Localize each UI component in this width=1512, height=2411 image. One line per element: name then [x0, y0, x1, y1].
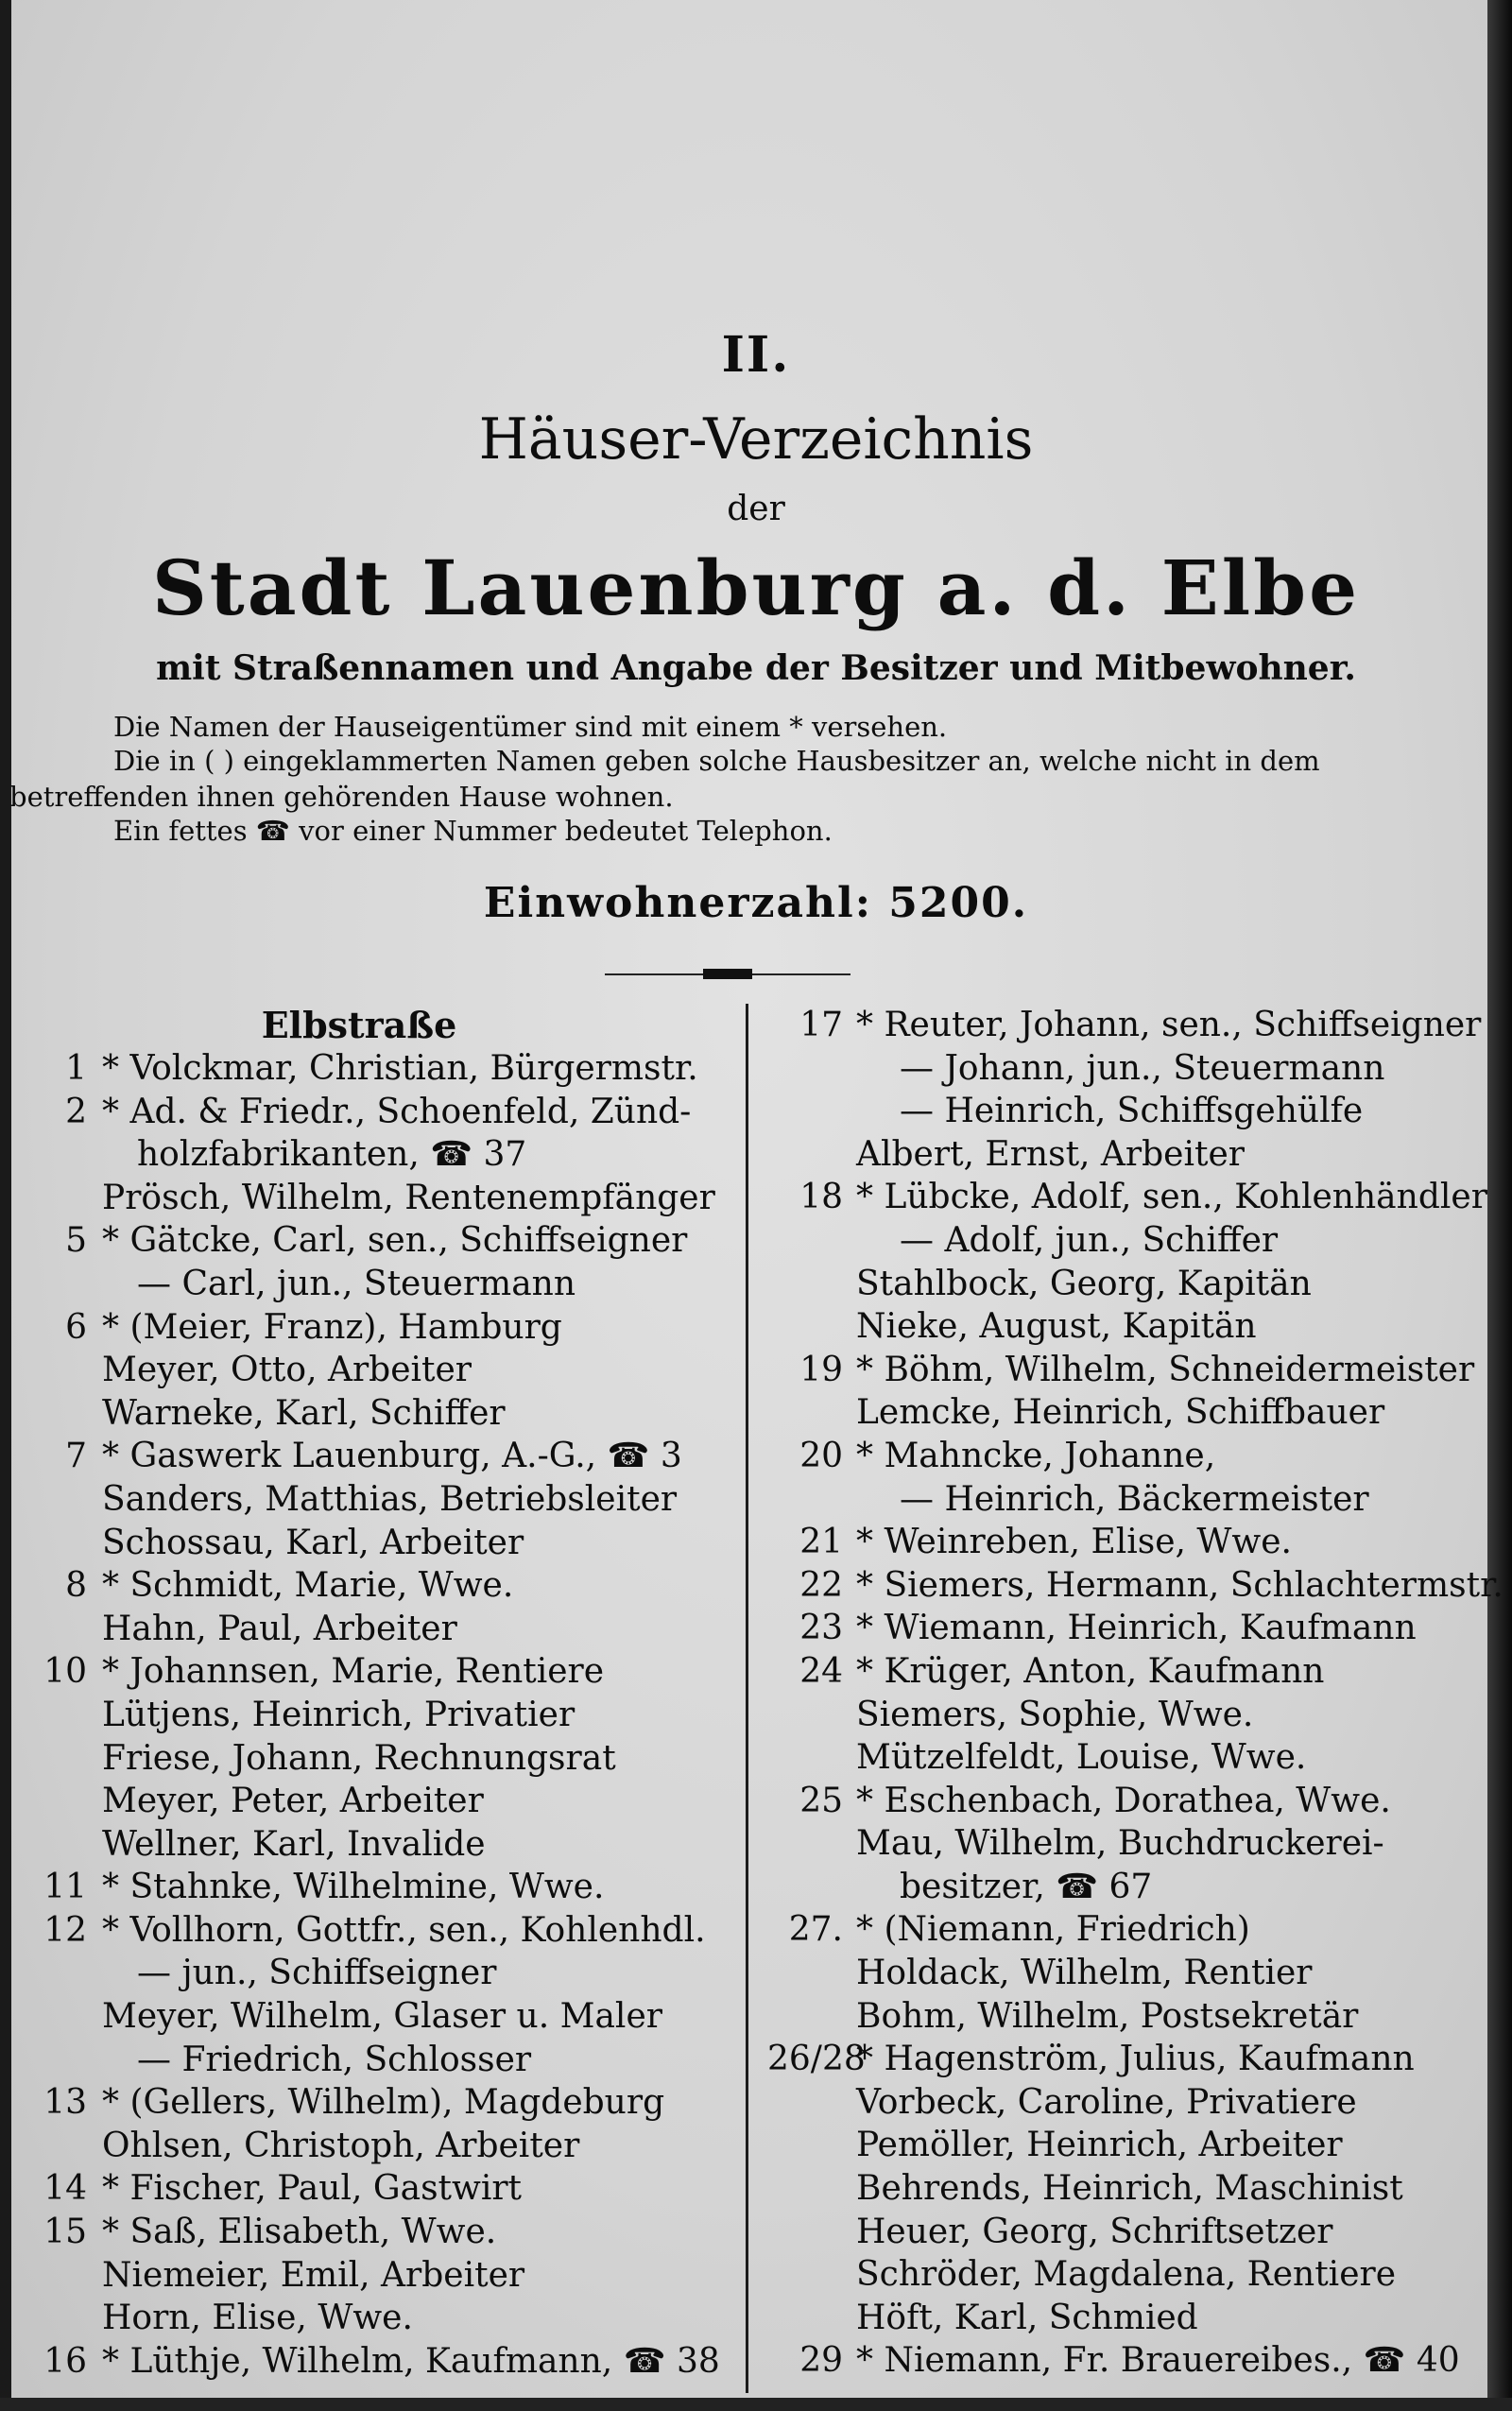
list-item [767, 1047, 1467, 1091]
resident-entry: * Lübcke, Adolf, sen., Kohlenhändler [856, 1178, 1487, 1217]
resident-entry: * Gätcke, Carl, sen., Schiffseigner [102, 1221, 688, 1261]
note-telephone: Ein fettes ☎ vor einer Nummer bedeutet Telephon. [113, 815, 833, 847]
list-item [28, 2081, 728, 2125]
list-item [767, 1822, 1467, 1866]
resident-entry: Prösch, Wilhelm, Rentenempfänger [102, 1178, 715, 1217]
resident-entry: * Stahnke, Wilhelmine, Wwe. [102, 1868, 605, 1907]
resident-entry: * Siemers, Hermann, Schlachtermstr. [856, 1565, 1503, 1605]
resident-entry: Warneke, Karl, Schiffer [102, 1393, 506, 1433]
divider-ornament [703, 969, 752, 979]
resident-entry: — jun., Schiffseigner [137, 1954, 497, 1993]
list-item [28, 2039, 728, 2082]
list-item [28, 1392, 728, 1436]
resident-entry: Heuer, Georg, Schriftsetzer [856, 2212, 1333, 2251]
list-item [767, 1694, 1467, 1737]
list-item [767, 1736, 1467, 1780]
list-item [767, 1780, 1467, 1823]
resident-entry: * Gaswerk Lauenburg, A.-G., ☎ 3 [102, 1437, 682, 1476]
list-item [28, 1133, 728, 1177]
resident-entry: * Saß, Elisabeth, Wwe. [102, 2213, 497, 2252]
resident-entry: * Vollhorn, Gottfr., sen., Kohlenhdl. [102, 1910, 706, 1950]
house-number: 2 [65, 1092, 87, 1131]
list-item [28, 1435, 728, 1478]
list-item [28, 1091, 728, 1134]
list-item [28, 1306, 728, 1350]
list-item [767, 1995, 1467, 2039]
note-brackets-continued: betreffenden ihnen gehörenden Hause wohnen. [9, 781, 674, 813]
list-item [767, 1952, 1467, 1995]
list-item [767, 2297, 1467, 2340]
list-item [767, 1219, 1467, 1263]
list-item [28, 2254, 728, 2298]
resident-entry: Meyer, Peter, Arbeiter [102, 1782, 484, 1821]
subtitle: mit Straßennamen und Angabe der Besitzer und Mitbewohner. [156, 648, 1356, 688]
population-count: Einwohnerzahl: 5200. [483, 879, 1029, 927]
right-column [767, 1004, 1503, 2407]
resident-entry: Siemers, Sophie, Wwe. [856, 1695, 1254, 1734]
street-heading: Elbstraße [261, 1004, 457, 1046]
resident-entry: * Volckmar, Christian, Bürgermstr. [102, 1049, 698, 1088]
resident-entry: Pemöller, Heinrich, Arbeiter [856, 2126, 1343, 2165]
resident-entry: * Niemann, Fr. Brauereibes., ☎ 40 [856, 2341, 1460, 2381]
resident-entry: Behrends, Heinrich, Maschinist [856, 2169, 1403, 2209]
resident-entry: Sanders, Matthias, Betriebsleiter [102, 1479, 678, 1519]
list-item [28, 1952, 728, 1995]
title-connector: der [727, 490, 785, 528]
list-item [767, 1607, 1467, 1650]
house-number: 18 [799, 1178, 843, 1217]
list-item [28, 2167, 728, 2211]
list-item [767, 2253, 1467, 2297]
list-item [28, 2125, 728, 2168]
house-number: 13 [43, 2083, 87, 2123]
list-item [28, 1866, 728, 1909]
list-item [767, 1176, 1487, 1219]
resident-entry: Lemcke, Heinrich, Schiffbauer [856, 1393, 1385, 1433]
resident-entry: * Mahncke, Johanne, [856, 1436, 1216, 1475]
house-number: 29 [799, 2341, 843, 2381]
list-item [767, 2211, 1467, 2254]
resident-entry: * Lüthje, Wilhelm, Kaufmann, ☎ 38 [102, 2341, 720, 2381]
resident-entry: * (Meier, Franz), Hamburg [102, 1307, 562, 1347]
resident-entry: Wellner, Karl, Invalide [102, 1824, 486, 1864]
list-item [767, 2167, 1467, 2211]
list-item [767, 1263, 1467, 1306]
list-item [767, 2081, 1467, 2125]
list-item [28, 1737, 728, 1781]
list-item [28, 1349, 728, 1392]
list-item [28, 1263, 728, 1306]
list-item [28, 1047, 728, 1091]
list-item [28, 1909, 728, 1953]
house-number: 11 [43, 1868, 87, 1907]
house-number: 10 [43, 1652, 87, 1692]
resident-entry: Meyer, Wilhelm, Glaser u. Maler [102, 1997, 662, 2037]
house-number: 22 [799, 1565, 843, 1605]
list-item [767, 1478, 1467, 1522]
house-number: 17 [799, 1006, 843, 1044]
resident-entry: besitzer, ☎ 67 [900, 1867, 1153, 1906]
list-item [28, 1823, 728, 1867]
house-number: 23 [799, 1609, 843, 1648]
resident-entry: Nieke, August, Kapitän [856, 1307, 1257, 1347]
house-number: 16 [43, 2341, 87, 2381]
resident-entry: Lütjens, Heinrich, Privatier [102, 1695, 576, 1734]
house-number: 19 [799, 1350, 843, 1389]
resident-entry: Mau, Wilhelm, Buchdruckerei- [856, 1824, 1384, 1864]
house-number: 25 [799, 1781, 843, 1820]
list-item [767, 1564, 1503, 1608]
left-column [28, 1004, 728, 2407]
house-number: 24 [799, 1651, 843, 1691]
list-item [28, 1694, 728, 1737]
resident-entry: Stahlbock, Georg, Kapitän [856, 1264, 1312, 1303]
right-entries [767, 1004, 1503, 2383]
resident-entry: Friese, Johann, Rechnungsrat [102, 1738, 616, 1778]
list-item [28, 1995, 728, 2039]
house-number: 5 [65, 1221, 87, 1261]
column-divider [746, 1004, 748, 2393]
list-item [28, 2340, 728, 2384]
resident-entry: * Krüger, Anton, Kaufmann [856, 1651, 1325, 1691]
resident-entry: Meyer, Otto, Arbeiter [102, 1351, 472, 1390]
house-number: 12 [43, 1910, 87, 1950]
list-item [28, 1522, 728, 1565]
resident-entry: Niemeier, Emil, Arbeiter [102, 2255, 525, 2295]
list-item [767, 1090, 1467, 1133]
list-item [28, 2211, 728, 2254]
resident-entry: Albert, Ernst, Arbeiter [856, 1134, 1245, 1174]
resident-entry: * Hagenström, Julius, Kaufmann [856, 2040, 1415, 2079]
page-title: Häuser-Verzeichnis [478, 406, 1034, 473]
list-item [767, 1391, 1467, 1435]
resident-entry: Vorbeck, Caroline, Privatiere [856, 2082, 1357, 2122]
resident-entry: Horn, Elise, Wwe. [102, 2299, 413, 2338]
list-item [28, 1650, 728, 1694]
list-item [767, 1908, 1467, 1952]
resident-entry: * (Gellers, Wilhelm), Magdeburg [102, 2083, 665, 2123]
house-number: 15 [43, 2213, 87, 2252]
resident-entry: — Heinrich, Schiffsgehülfe [900, 1092, 1364, 1131]
resident-entry: * Ad. & Friedr., Schoenfeld, Zünd- [102, 1092, 692, 1131]
list-item [767, 1521, 1467, 1564]
chapter-number: II. [721, 326, 791, 384]
resident-entry: Mützelfeldt, Louise, Wwe. [856, 1738, 1307, 1778]
resident-entry: holzfabrikanten, ☎ 37 [137, 1135, 527, 1175]
resident-entry: — Carl, jun., Steuermann [137, 1264, 576, 1303]
list-item [767, 2339, 1467, 2383]
house-number: 26/28 [767, 2040, 866, 2079]
list-item [767, 1650, 1467, 1694]
list-item [767, 1305, 1467, 1349]
resident-entry: * Johannsen, Marie, Rentiere [102, 1652, 605, 1692]
resident-entry: * Schmidt, Marie, Wwe. [102, 1566, 514, 1606]
left-entries [28, 1047, 728, 2383]
resident-entry: — Adolf, jun., Schiffer [900, 1220, 1279, 1260]
house-number: 27. [788, 1910, 843, 1950]
house-number: 1 [65, 1049, 87, 1088]
list-item [767, 1435, 1467, 1478]
resident-entry: * Reuter, Johann, sen., Schiffseigner [856, 1006, 1482, 1044]
house-number: 6 [65, 1307, 87, 1347]
list-item [28, 1219, 728, 1263]
resident-entry: Bohm, Wilhelm, Postsekretär [856, 1996, 1359, 2036]
list-item [767, 1004, 1482, 1047]
house-number: 20 [799, 1436, 843, 1475]
resident-entry: — Johann, jun., Steuermann [900, 1048, 1385, 1088]
house-number: 7 [65, 1437, 87, 1476]
resident-entry: * Fischer, Paul, Gastwirt [102, 2169, 523, 2209]
note-owner-marker: Die Namen der Hauseigentümer sind mit einem * versehen. [113, 711, 948, 743]
note-brackets: Die in ( ) eingeklammerten Namen geben solche Hausbesitzer an, welche nicht in dem [113, 745, 1320, 777]
resident-entry: Ohlsen, Christoph, Arbeiter [102, 2126, 580, 2165]
resident-entry: * Böhm, Wilhelm, Schneidermeister [856, 1350, 1475, 1389]
resident-entry: Holdack, Wilhelm, Rentier [856, 1954, 1313, 1993]
list-item [28, 1780, 728, 1823]
resident-entry: * Eschenbach, Dorathea, Wwe. [856, 1781, 1391, 1820]
resident-entry: * Wiemann, Heinrich, Kaufmann [856, 1609, 1417, 1648]
list-item [767, 1133, 1467, 1177]
list-item [28, 2297, 728, 2340]
list-item [767, 1866, 1467, 1909]
list-item [28, 1608, 728, 1651]
resident-entry: * Weinreben, Elise, Wwe. [856, 1523, 1292, 1562]
list-item [28, 1564, 728, 1608]
resident-entry: Höft, Karl, Schmied [856, 2298, 1198, 2337]
list-item [767, 2124, 1467, 2167]
list-item [28, 1478, 728, 1522]
resident-entry: Hahn, Paul, Arbeiter [102, 1609, 457, 1648]
resident-entry: Schossau, Karl, Arbeiter [102, 1523, 524, 1562]
house-number: 21 [799, 1523, 843, 1562]
house-number: 14 [43, 2169, 87, 2209]
list-item [28, 1177, 728, 1220]
resident-entry: — Heinrich, Bäckermeister [900, 1479, 1369, 1519]
resident-entry: * (Niemann, Friedrich) [856, 1910, 1250, 1950]
city-title: Stadt Lauenburg a. d. Elbe [151, 543, 1361, 632]
resident-entry: Schröder, Magdalena, Rentiere [856, 2255, 1397, 2295]
house-number: 8 [65, 1566, 87, 1606]
list-item [767, 2038, 1467, 2081]
resident-entry: — Friedrich, Schlosser [137, 2040, 532, 2079]
list-item [767, 1349, 1475, 1392]
